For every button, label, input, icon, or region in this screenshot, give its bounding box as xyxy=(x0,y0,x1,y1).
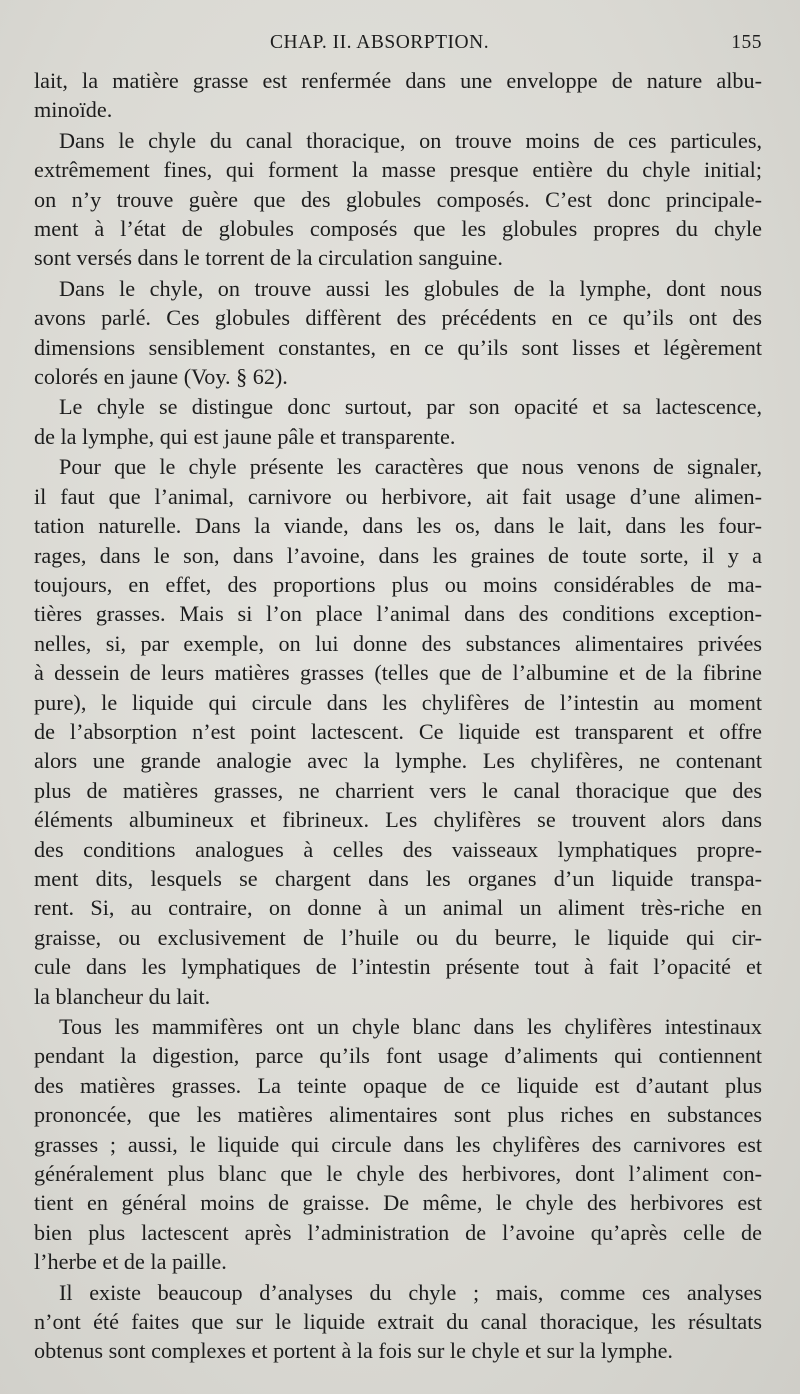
paragraph xyxy=(34,126,762,273)
text-line: minoïde. xyxy=(34,97,113,123)
text-line: prononcée, que les matières alimentaires sont plus riches en substances xyxy=(34,1102,762,1128)
text-line: grasses ; aussi, le liquide qui circule dans les chylifères des carnivores est xyxy=(34,1131,762,1157)
text-line: Pour que le chyle présente les caractères que nous venons de signaler, xyxy=(59,454,762,480)
text-line: à dessein de leurs matières grasses (telles que de l’albumine et de la fibrine xyxy=(34,660,762,686)
text-line: de la lymphe, qui est jaune pâle et transparente. xyxy=(34,423,456,449)
paragraph xyxy=(34,274,762,392)
text-line: bien plus lactescent après l’administration de l’avoine qu’après celle de xyxy=(34,1219,762,1245)
text-line: alors une grande analogie avec la lymphe. Les chylifères, ne contenant xyxy=(34,748,762,774)
text-line: Tous les mammifères ont un chyle blanc dans les chylifères intestinaux xyxy=(59,1014,762,1039)
text-line: rent. Si, au contraire, on donne à un animal un aliment très-riche en xyxy=(34,895,762,921)
text-line: ment dits, lesquels se chargent dans les organes d’un liquide transpa- xyxy=(34,865,762,891)
text-line: Dans le chyle du canal thoracique, on trouve moins de ces particules, xyxy=(59,127,762,153)
text-line: généralement plus blanc que le chyle des herbivores, dont l’aliment con- xyxy=(34,1161,762,1187)
text-line: obtenus sont complexes et portent à la fois sur le chyle et sur la lymphe. xyxy=(34,1338,673,1364)
text-line: des matières grasses. La teinte opaque de ce liquide est d’autant plus xyxy=(34,1072,762,1098)
page-number: 155 xyxy=(731,32,762,53)
text-line: éléments albumineux et fibrineux. Les chylifères se trouvent alors dans xyxy=(34,807,762,833)
text-line: Il existe beaucoup d’analyses du chyle ; mais, comme ces analyses xyxy=(59,1279,762,1305)
text-line: tières grasses. Mais si l’on place l’animal dans des conditions exception- xyxy=(34,601,762,627)
paragraph xyxy=(34,1278,762,1366)
text-line: plus de matières grasses, ne charrient vers le canal thoracique que des xyxy=(34,777,762,803)
chapter-title: CHAP. II. ABSORPTION. xyxy=(270,32,490,53)
text-line: la blancheur du lait. xyxy=(34,983,211,1009)
text-line: avons parlé. Ces globules diffèrent des précédents en ce qu’ils ont des xyxy=(34,305,762,331)
paragraph xyxy=(34,66,762,125)
text-line: toujours, en effet, des proportions plus ou moins considérables de ma- xyxy=(34,571,762,597)
paragraph xyxy=(34,1012,762,1277)
text-line: rages, dans le son, dans l’avoine, dans les graines de toute sorte, il y a xyxy=(34,542,762,568)
text-line: n’ont été faites que sur le liquide extrait du canal thoracique, les résultats xyxy=(34,1309,762,1335)
text-line: tient en général moins de graisse. De même, le chyle des herbivores est xyxy=(34,1190,762,1216)
text-line: Dans le chyle, on trouve aussi les globules de la lymphe, dont nous xyxy=(59,275,762,301)
text-line: l’herbe et de la paille. xyxy=(34,1249,227,1275)
text-line: tation naturelle. Dans la viande, dans les os, dans le lait, dans les four- xyxy=(34,513,762,539)
text-line: ment à l’état de globules composés que les globules propres du chyle xyxy=(34,216,762,242)
text-line: lait, la matière grasse est renfermée dans une enveloppe de nature albu- xyxy=(34,68,762,93)
text-line: dimensions sensiblement constantes, en ce qu’ils sont lisses et légèrement xyxy=(34,334,762,360)
text-line: Le chyle se distingue donc surtout, par son opacité et sa lactescence, xyxy=(59,394,762,420)
text-line: pure), le liquide qui circule dans les chylifères de l’intestin au moment xyxy=(34,689,762,715)
text-line: extrêmement fines, qui forment la masse presque entière du chyle initial; xyxy=(34,157,762,183)
paragraph xyxy=(34,392,762,451)
text-line: de l’absorption n’est point lactescent. Ce liquide est transparent et offre xyxy=(34,718,762,744)
body-text xyxy=(34,66,762,1366)
running-header xyxy=(34,26,762,66)
text-line: il faut que l’animal, carnivore ou herbivore, ait fait usage d’une alimen- xyxy=(34,483,762,509)
text-line: graisse, ou exclusivement de l’huile ou du beurre, le liquide qui cir- xyxy=(34,924,762,950)
text-line: cule dans les lymphatiques de l’intestin présente tout à fait l’opacité et xyxy=(34,954,762,980)
text-line: pendant la digestion, parce qu’ils font usage d’aliments qui contiennent xyxy=(34,1043,762,1069)
text-line: nelles, si, par exemple, on lui donne des substances alimentaires privées xyxy=(34,630,762,656)
text-line: on n’y trouve guère que des globules composés. C’est donc principale- xyxy=(34,186,762,212)
paragraph xyxy=(34,452,762,1011)
text-line: colorés en jaune (Voy. § 62). xyxy=(34,364,288,390)
text-line: des conditions analogues à celles des vaisseaux lymphatiques propre- xyxy=(34,836,762,862)
text-line: sont versés dans le torrent de la circulation sanguine. xyxy=(34,245,503,271)
